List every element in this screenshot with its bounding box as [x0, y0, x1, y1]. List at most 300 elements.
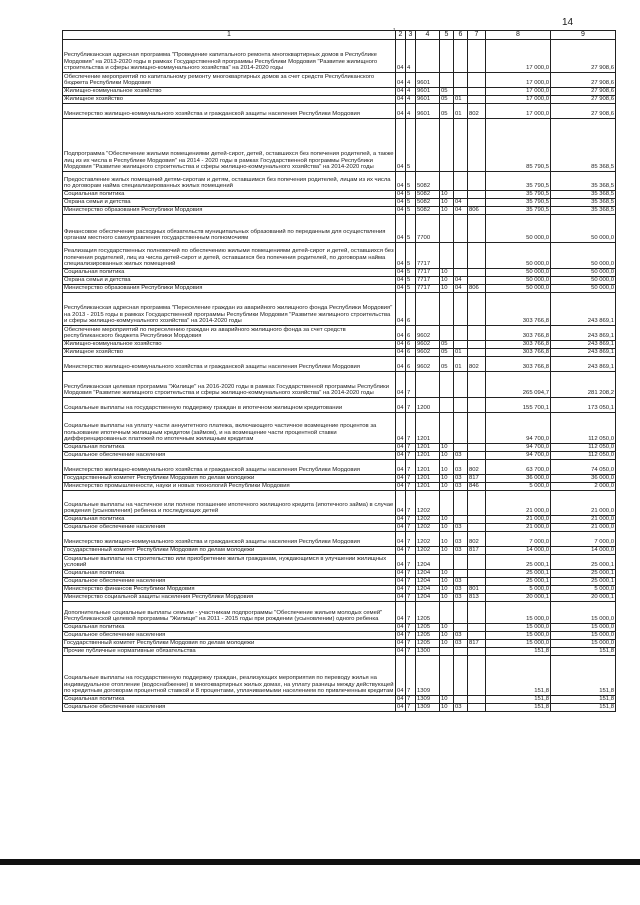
code-cell: 1205 — [416, 640, 440, 648]
code-cell — [454, 40, 468, 73]
amount-cell: 94 700,0 — [486, 452, 551, 460]
row-name-cell: Социальная политика — [63, 444, 396, 452]
code-cell: 10 — [440, 586, 454, 594]
code-cell: 10 — [440, 640, 454, 648]
code-cell: 04 — [397, 88, 404, 95]
code-cell: 04 — [396, 460, 406, 475]
code-cell: 03 — [454, 452, 468, 460]
row-name-cell: Социальные выплаты на строительство или приобретение жилья гражданам, нуждающимся в улучшении жилищных условий — [63, 555, 396, 570]
amount-cell: 35 368,5 — [551, 172, 616, 191]
code-cell — [440, 602, 454, 624]
code-cell: 04 — [397, 547, 404, 554]
code-cell: 817 — [468, 640, 486, 648]
code-cell: 9602 — [416, 357, 440, 372]
code-cell: 5 — [406, 172, 416, 191]
code-cell: 7 — [406, 656, 416, 696]
row-name-cell: Социальная политика — [63, 516, 396, 524]
code-cell: 802 — [468, 357, 486, 372]
amount-cell: 27 908,6 — [551, 104, 616, 119]
code-cell: 7 — [406, 372, 416, 398]
code-cell: 10 — [440, 277, 454, 285]
code-cell: 10 — [440, 475, 454, 483]
amount-cell: 35 790,5 — [486, 207, 551, 215]
code-cell: 03 — [454, 632, 468, 640]
code-cell — [454, 88, 468, 96]
table-row — [63, 96, 616, 104]
code-cell: 10 — [440, 570, 454, 578]
code-cell: 5082 — [416, 199, 440, 207]
code-cell — [468, 341, 486, 349]
code-cell: 03 — [454, 532, 468, 547]
code-cell: 817 — [468, 547, 486, 555]
amount-cell: 243 869,1 — [551, 357, 616, 372]
code-cell: 03 — [454, 547, 468, 555]
code-cell: 7 — [406, 578, 416, 586]
code-cell: 04 — [397, 269, 404, 276]
code-cell: 7 — [406, 516, 416, 524]
code-cell: 10 — [440, 269, 454, 277]
amount-cell: 5 000,0 — [551, 586, 616, 594]
code-cell: 813 — [468, 594, 486, 602]
top-mark: , — [393, 22, 396, 31]
code-cell — [440, 413, 454, 444]
code-cell: 806 — [468, 207, 486, 215]
code-cell: 03 — [454, 524, 468, 532]
amount-cell: 25 000,1 — [486, 555, 551, 570]
code-cell — [468, 88, 486, 96]
row-name-cell: Республиканская адресная программа "Проведение капитального ремонта многоквартирных домов в Республике Мордовия" на 2013-2020 годы в рамках Государственной программы Республики Мордовия "Развитие жилищного строительства и сферы жилищно-коммунального хозяйства" на 2014-2020 годы — [63, 40, 396, 73]
code-cell — [468, 491, 486, 516]
header-cell: 8 — [486, 31, 551, 40]
table-row — [63, 172, 616, 191]
code-cell: 7 — [406, 696, 416, 704]
code-cell: 04 — [397, 483, 404, 490]
amount-cell: 50 000,0 — [486, 285, 551, 293]
code-cell — [468, 704, 486, 712]
code-cell — [440, 40, 454, 73]
code-cell — [454, 326, 468, 341]
amount-cell: 243 869,1 — [551, 326, 616, 341]
code-cell — [454, 119, 468, 172]
amount-cell: 151,8 — [486, 648, 551, 656]
code-cell: 04 — [397, 349, 404, 356]
code-cell: 7 — [406, 547, 416, 555]
amount-cell: 151,8 — [551, 696, 616, 704]
table-row — [63, 696, 616, 704]
code-cell: 7 — [406, 398, 416, 413]
code-cell — [440, 648, 454, 656]
amount-cell: 17 000,0 — [486, 88, 551, 96]
code-cell: 5 — [406, 191, 416, 199]
header-cell: 2 — [396, 31, 406, 40]
code-cell: 1201 — [416, 460, 440, 475]
code-cell: 10 — [440, 460, 454, 475]
code-cell — [468, 215, 486, 243]
amount-cell: 50 000,0 — [486, 243, 551, 269]
code-cell: 04 — [454, 285, 468, 293]
code-cell: 03 — [454, 640, 468, 648]
code-cell: 1202 — [416, 532, 440, 547]
amount-cell: 74 050,0 — [551, 460, 616, 475]
code-cell — [440, 119, 454, 172]
code-cell: 04 — [454, 207, 468, 215]
code-cell: 7700 — [416, 215, 440, 243]
amount-cell: 20 000,1 — [486, 594, 551, 602]
amount-cell: 15 000,0 — [551, 602, 616, 624]
amount-cell: 303 766,8 — [486, 357, 551, 372]
code-cell: 9601 — [416, 73, 440, 88]
table-row — [63, 656, 616, 696]
amount-cell: 27 908,6 — [551, 88, 616, 96]
code-cell — [440, 73, 454, 88]
amount-cell: 15 000,0 — [486, 624, 551, 632]
budget-table — [62, 30, 616, 712]
row-name-cell: Жилищно-коммунальное хозяйство — [63, 341, 396, 349]
table-row — [63, 648, 616, 656]
code-cell: 5 — [406, 277, 416, 285]
code-cell — [454, 491, 468, 516]
header-cell: 7 — [468, 31, 486, 40]
code-cell: 1200 — [416, 398, 440, 413]
row-name-cell: Министерство жилищно-коммунального хозяйства и гражданской защиты населения Республики Мордовия — [63, 357, 396, 372]
table-row — [63, 40, 616, 73]
code-cell: 6 — [406, 293, 416, 326]
code-cell: 4 — [406, 73, 416, 88]
amount-cell: 112 050,0 — [551, 444, 616, 452]
code-cell: 1202 — [416, 491, 440, 516]
amount-cell: 2 000,0 — [551, 483, 616, 491]
amount-cell: 14 000,0 — [551, 547, 616, 555]
code-cell: 10 — [440, 444, 454, 452]
code-cell: 801 — [468, 586, 486, 594]
code-cell: 03 — [454, 475, 468, 483]
code-cell — [468, 696, 486, 704]
code-cell — [454, 602, 468, 624]
code-cell: 04 — [397, 452, 404, 459]
code-cell: 04 — [397, 570, 404, 577]
code-cell: 04 — [396, 243, 406, 269]
code-cell: 04 — [396, 413, 406, 444]
amount-cell: 112 050,0 — [551, 452, 616, 460]
row-name-cell: Социальное обеспечение населения — [63, 632, 396, 640]
code-cell: 10 — [440, 594, 454, 602]
amount-cell: 50 000,0 — [486, 215, 551, 243]
code-cell: 7 — [406, 413, 416, 444]
row-name-cell: Государственный комитет Республики Мордовия по делам молодежи — [63, 475, 396, 483]
amount-cell: 27 908,6 — [551, 40, 616, 73]
code-cell — [468, 172, 486, 191]
code-cell — [468, 73, 486, 88]
amount-cell: 155 700,1 — [486, 398, 551, 413]
amount-cell: 20 000,1 — [551, 594, 616, 602]
code-cell: 1205 — [416, 632, 440, 640]
code-cell: 5 — [406, 215, 416, 243]
code-cell: 1309 — [416, 704, 440, 712]
code-cell: 9602 — [416, 341, 440, 349]
code-cell — [416, 372, 440, 398]
code-cell — [440, 555, 454, 570]
row-name-cell: Социальная политика — [63, 696, 396, 704]
code-cell: 5082 — [416, 207, 440, 215]
row-name-cell: Социальное обеспечение населения — [63, 452, 396, 460]
code-cell — [416, 119, 440, 172]
amount-cell: 15 000,0 — [486, 602, 551, 624]
code-cell: 03 — [454, 586, 468, 594]
row-name-cell: Социальные выплаты на уплату части аннуитетного платежа, включающего частичное возмещение процентов за пользование ипотечным жилищным кредитом (займом), и на возмещение части процентной ставки дифференцированных платежей по ипотечным жилищным кредитам — [63, 413, 396, 444]
code-cell: 10 — [440, 632, 454, 640]
amount-cell: 15 000,0 — [551, 640, 616, 648]
table-row — [63, 704, 616, 712]
code-cell: 802 — [468, 532, 486, 547]
code-cell: 03 — [454, 594, 468, 602]
code-cell: 10 — [440, 452, 454, 460]
code-cell: 05 — [440, 357, 454, 372]
amount-cell: 85 790,5 — [486, 119, 551, 172]
amount-cell: 303 766,8 — [486, 349, 551, 357]
table-row — [63, 398, 616, 413]
code-cell: 04 — [397, 475, 404, 482]
header-cell: 4 — [416, 31, 440, 40]
code-cell: 04 — [396, 656, 406, 696]
code-cell — [454, 269, 468, 277]
code-cell: 7 — [406, 483, 416, 491]
code-cell: 04 — [397, 285, 404, 292]
code-cell — [468, 199, 486, 207]
table-row — [63, 191, 616, 199]
code-cell: 04 — [396, 215, 406, 243]
table-row — [63, 555, 616, 570]
code-cell: 01 — [454, 357, 468, 372]
code-cell — [454, 372, 468, 398]
table-row — [63, 277, 616, 285]
code-cell: 846 — [468, 483, 486, 491]
code-cell: 7 — [406, 555, 416, 570]
code-cell: 4 — [406, 40, 416, 73]
amount-cell: 15 000,0 — [551, 624, 616, 632]
code-cell: 04 — [396, 372, 406, 398]
row-name-cell: Предоставление жилых помещений детям-сиротам и детям, оставшимся без попечения родителей, лицам из их числа по договорам найма специализированных жилых помещений — [63, 172, 396, 191]
code-cell: 04 — [396, 40, 406, 73]
header-row — [63, 31, 616, 40]
code-cell — [454, 243, 468, 269]
code-cell — [468, 452, 486, 460]
code-cell: 03 — [454, 483, 468, 491]
code-cell — [468, 277, 486, 285]
code-cell: 1309 — [416, 696, 440, 704]
row-name-cell: Социальные выплаты на государственную поддержку граждан, реализующих мероприятия по переводу жилья на индивидуальное отопление (водоснабжение) в многоквартирных жилых домах, на уплату разницы между действующей по кредитным договорам процентной ставкой и 8 процентами, уплачиваемыми населением по привлеченным кредитам — [63, 656, 396, 696]
code-cell: 5 — [406, 243, 416, 269]
code-cell: 9601 — [416, 96, 440, 104]
code-cell — [454, 516, 468, 524]
code-cell: 1201 — [416, 444, 440, 452]
code-cell: 04 — [397, 199, 404, 206]
row-name-cell: Министерство промышленности, науки и новых технологий Республики Мордовия — [63, 483, 396, 491]
code-cell — [454, 624, 468, 632]
code-cell — [468, 578, 486, 586]
amount-cell: 25 000,1 — [551, 570, 616, 578]
amount-cell: 94 700,0 — [486, 413, 551, 444]
code-cell — [468, 524, 486, 532]
code-cell: 7 — [406, 532, 416, 547]
code-cell: 04 — [397, 207, 404, 214]
code-cell: 7717 — [416, 269, 440, 277]
code-cell: 7 — [406, 624, 416, 632]
amount-cell: 35 790,5 — [486, 172, 551, 191]
code-cell: 1204 — [416, 594, 440, 602]
row-name-cell: Министерство социальной защиты населения Республики Мордовия — [63, 594, 396, 602]
code-cell — [468, 413, 486, 444]
code-cell: 04 — [397, 277, 404, 284]
code-cell: 1201 — [416, 452, 440, 460]
table-row — [63, 293, 616, 326]
table-row — [63, 452, 616, 460]
code-cell — [454, 413, 468, 444]
row-name-cell: Социальное обеспечение населения — [63, 524, 396, 532]
code-cell — [454, 398, 468, 413]
amount-cell: 15 000,0 — [486, 640, 551, 648]
row-name-cell: Обеспечение мероприятий по капитальному ремонту многоквартирных домов за счет средств Республиканского бюджета Республики Мордовия — [63, 73, 396, 88]
amount-cell: 50 000,0 — [551, 285, 616, 293]
code-cell — [468, 656, 486, 696]
row-name-cell: Министерство жилищно-коммунального хозяйства и гражданской защиты населения Республики Мордовия — [63, 104, 396, 119]
row-name-cell: Министерство образования Республики Мордовия — [63, 285, 396, 293]
code-cell: 1201 — [416, 483, 440, 491]
amount-cell: 173 050,1 — [551, 398, 616, 413]
code-cell: 5082 — [416, 172, 440, 191]
code-cell: 7 — [406, 475, 416, 483]
amount-cell: 35 368,5 — [551, 207, 616, 215]
table-row — [63, 372, 616, 398]
code-cell: 05 — [440, 341, 454, 349]
code-cell — [468, 570, 486, 578]
code-cell: 1201 — [416, 475, 440, 483]
code-cell: 6 — [406, 349, 416, 357]
code-cell: 10 — [440, 199, 454, 207]
code-cell: 10 — [440, 704, 454, 712]
code-cell: 05 — [440, 96, 454, 104]
code-cell: 4 — [406, 96, 416, 104]
row-name-cell: Министерство жилищно-коммунального хозяйства и гражданской защиты населения Республики Мордовия — [63, 460, 396, 475]
table-row — [63, 73, 616, 88]
code-cell — [468, 624, 486, 632]
header-cell: 5 — [440, 31, 454, 40]
code-cell — [454, 648, 468, 656]
code-cell: 7 — [406, 491, 416, 516]
amount-cell: 25 000,1 — [486, 578, 551, 586]
row-name-cell: Прочие публичные нормативные обязательства — [63, 648, 396, 656]
code-cell: 7717 — [416, 277, 440, 285]
code-cell: 10 — [440, 207, 454, 215]
code-cell: 04 — [397, 96, 404, 103]
code-cell: 04 — [397, 444, 404, 451]
amount-cell: 21 000,0 — [551, 516, 616, 524]
code-cell — [468, 349, 486, 357]
code-cell — [468, 602, 486, 624]
amount-cell: 7 000,0 — [551, 532, 616, 547]
code-cell: 802 — [468, 104, 486, 119]
table-row — [63, 491, 616, 516]
row-name-cell: Охрана семьи и детства — [63, 277, 396, 285]
code-cell: 04 — [397, 648, 404, 655]
code-cell — [468, 648, 486, 656]
code-cell: 9602 — [416, 326, 440, 341]
code-cell: 1300 — [416, 648, 440, 656]
code-cell: 04 — [396, 104, 406, 119]
amount-cell: 35 368,5 — [551, 191, 616, 199]
table-row — [63, 119, 616, 172]
amount-cell: 21 000,0 — [486, 524, 551, 532]
table-row — [63, 624, 616, 632]
amount-cell: 21 000,0 — [551, 491, 616, 516]
code-cell: 04 — [396, 555, 406, 570]
code-cell — [468, 555, 486, 570]
page-number: 14 — [562, 17, 574, 28]
table-row — [63, 602, 616, 624]
code-cell — [416, 40, 440, 73]
code-cell: 7 — [406, 570, 416, 578]
code-cell — [440, 656, 454, 696]
code-cell — [440, 215, 454, 243]
code-cell: 7 — [406, 632, 416, 640]
table-row — [63, 632, 616, 640]
code-cell: 03 — [454, 704, 468, 712]
row-name-cell: Социальная политика — [63, 191, 396, 199]
row-name-cell: Министерство финансов Республики Мордовия — [63, 586, 396, 594]
code-cell: 04 — [396, 172, 406, 191]
table-row — [63, 586, 616, 594]
table-row — [63, 444, 616, 452]
table-row — [63, 104, 616, 119]
code-cell — [416, 293, 440, 326]
code-cell — [468, 444, 486, 452]
code-cell: 10 — [440, 483, 454, 491]
code-cell: 05 — [440, 104, 454, 119]
code-cell: 04 — [397, 594, 404, 601]
table-row — [63, 460, 616, 475]
code-cell — [440, 293, 454, 326]
row-name-cell: Подпрограмма "Обеспечение жилыми помещениями детей-сирот, детей, оставшихся без попечения родителей, а также лиц из их числа в Республике Мордовия" на 2014 - 2020 годы в рамках Государственной программы Республики Мордовия "Развитие жилищного строительства и сферы жилищно-коммунального хозяйства" на 2014-2020 годы — [63, 119, 396, 172]
code-cell: 1204 — [416, 586, 440, 594]
code-cell: 7 — [406, 524, 416, 532]
code-cell — [468, 293, 486, 326]
code-cell — [440, 398, 454, 413]
row-name-cell: Финансовое обеспечение расходных обязательств муниципальных образований по переданным для осуществления органам местного самоуправления государственным полномочиям — [63, 215, 396, 243]
code-cell — [468, 243, 486, 269]
code-cell: 04 — [397, 640, 404, 647]
code-cell: 04 — [396, 326, 406, 341]
code-cell — [468, 398, 486, 413]
code-cell: 10 — [440, 532, 454, 547]
table-row — [63, 285, 616, 293]
code-cell: 1204 — [416, 578, 440, 586]
code-cell: 6 — [406, 326, 416, 341]
code-cell — [468, 191, 486, 199]
amount-cell: 21 000,0 — [551, 524, 616, 532]
amount-cell: 21 000,0 — [486, 491, 551, 516]
table-row — [63, 269, 616, 277]
code-cell: 03 — [454, 460, 468, 475]
code-cell: 04 — [397, 191, 404, 198]
amount-cell: 5 000,0 — [486, 586, 551, 594]
code-cell: 10 — [440, 516, 454, 524]
code-cell: 10 — [440, 696, 454, 704]
code-cell: 04 — [397, 578, 404, 585]
amount-cell: 151,8 — [486, 656, 551, 696]
amount-cell: 17 000,0 — [486, 96, 551, 104]
code-cell: 04 — [396, 398, 406, 413]
code-cell: 10 — [440, 191, 454, 199]
code-cell: 7 — [406, 594, 416, 602]
